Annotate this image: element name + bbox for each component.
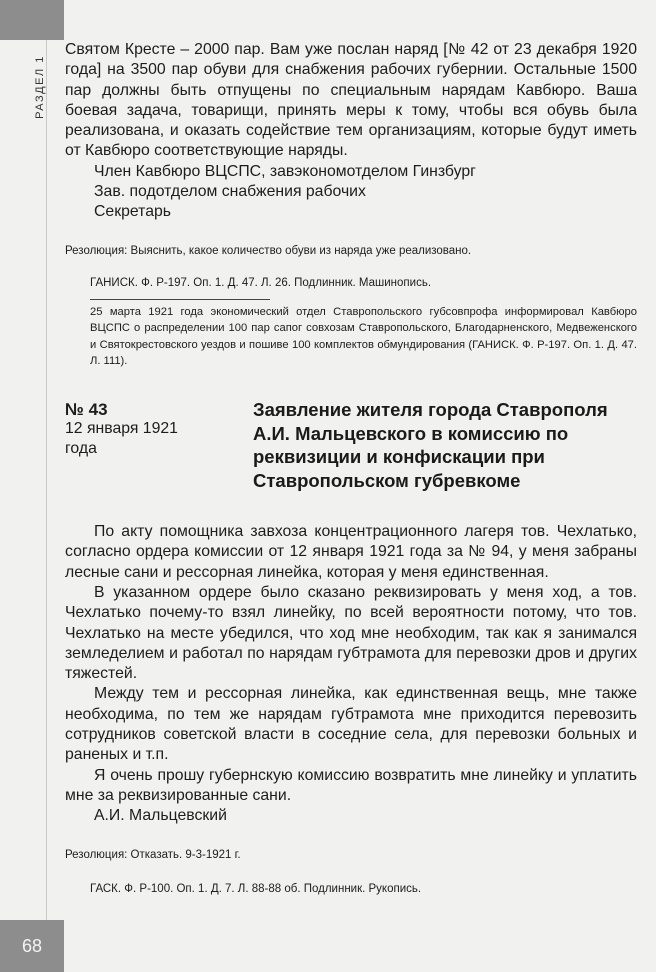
signature-line: Член Кавбюро ВЦСПС, завэкономотделом Гинзбург (94, 162, 476, 180)
archive-source: ГАНИСК. Ф. Р-197. Оп. 1. Д. 47. Л. 26. Подлинник. Машинопись. (90, 276, 432, 289)
paragraph: Я очень прошу губернскую комиссию возвратить мне линейку и уплатить мне за реквизированные сани. (65, 766, 637, 804)
signature-line: Секретарь (94, 203, 172, 221)
page-number: 68 (21, 936, 43, 956)
document-title: Заявление жителя города Ставрополя А.И. Мальцевского в комиссию по реквизиции и конфискации при Ставропольском губревкоме (253, 399, 608, 491)
document-number: № 43 (65, 400, 108, 420)
archive-source: ГАСК. Ф. Р-100. Оп. 1. Д. 7. Л. 88-88 об. Подлинник. Рукопись. (90, 882, 422, 895)
page-content (65, 40, 637, 897)
document-date: 12 января 1921 года (65, 420, 178, 457)
footnote-text: 25 марта 1921 года экономический отдел Ставропольского губсовпрофа информировал Кавбюро ВЦСПС о распределении 100 пар сапог совхозам Ставропольского, Благодарненского, Медвеженского и Святокрестовского уездов и пошиве 100 комплектов обмундирования (ГАНИСК. Ф. Р-197. Оп. 1. Д. 47. Л. 111). (90, 305, 637, 368)
section-label (16, 52, 64, 122)
author-signature: А.И. Мальцевский (94, 807, 227, 825)
paragraph: Между тем и рессорная линейка, как единственная вещь, мне также необходима, по тем же нарядам губтрамота мне приходится перевозить сотрудников советской власти в соседние села, для перевозки больных и раненых и т.п. (65, 685, 637, 764)
document-header (65, 400, 637, 522)
continuation-text: Святом Кресте – 2000 пар. Вам уже послан наряд [№ 42 от 23 декабря 1920 года] на 3500 пар обуви для снабжения рабочих губернии. Остальные 1500 пар должны быть отпущены по специальным нарядам Кавбюро. Ваша боевая задача, товарищи, принять меры к тому, чтобы вся обувь была реализована, и оказать содействие тем организациям, которые будут иметь от Кавбюро соответствующие наряды. (65, 41, 637, 160)
section-label-text: РАЗДЕЛ 1 (34, 55, 46, 119)
footnote-divider (90, 299, 270, 300)
resolution-note: Резолюция: Выяснить, какое количество обуви из наряда уже реализовано. (65, 244, 472, 257)
resolution-note: Резолюция: Отказать. 9-3-1921 г. (65, 848, 241, 861)
paragraph: В указанном ордере было сказано реквизировать у меня ход, а тов. Чехлатько почему-то взял линейку, по всей вероятности потому, что тов. Чехлатько на месте убедился, что ход мне необходим, так как я занимался земледелием и работал по нарядам губтрамота для перевозки дров и других тяжестей. (65, 583, 637, 683)
signature-line: Зав. подотделом снабжения рабочих (94, 183, 366, 201)
paragraph: По акту помощника завхоза концентрационного лагеря тов. Чехлатько, согласно ордера комиссии от 12 января 1921 года за № 94, у меня забраны лесные сани и рессорная линейка, которая у меня единственная. (65, 523, 637, 581)
margin-rule (46, 40, 47, 920)
corner-tab-top (0, 0, 64, 40)
